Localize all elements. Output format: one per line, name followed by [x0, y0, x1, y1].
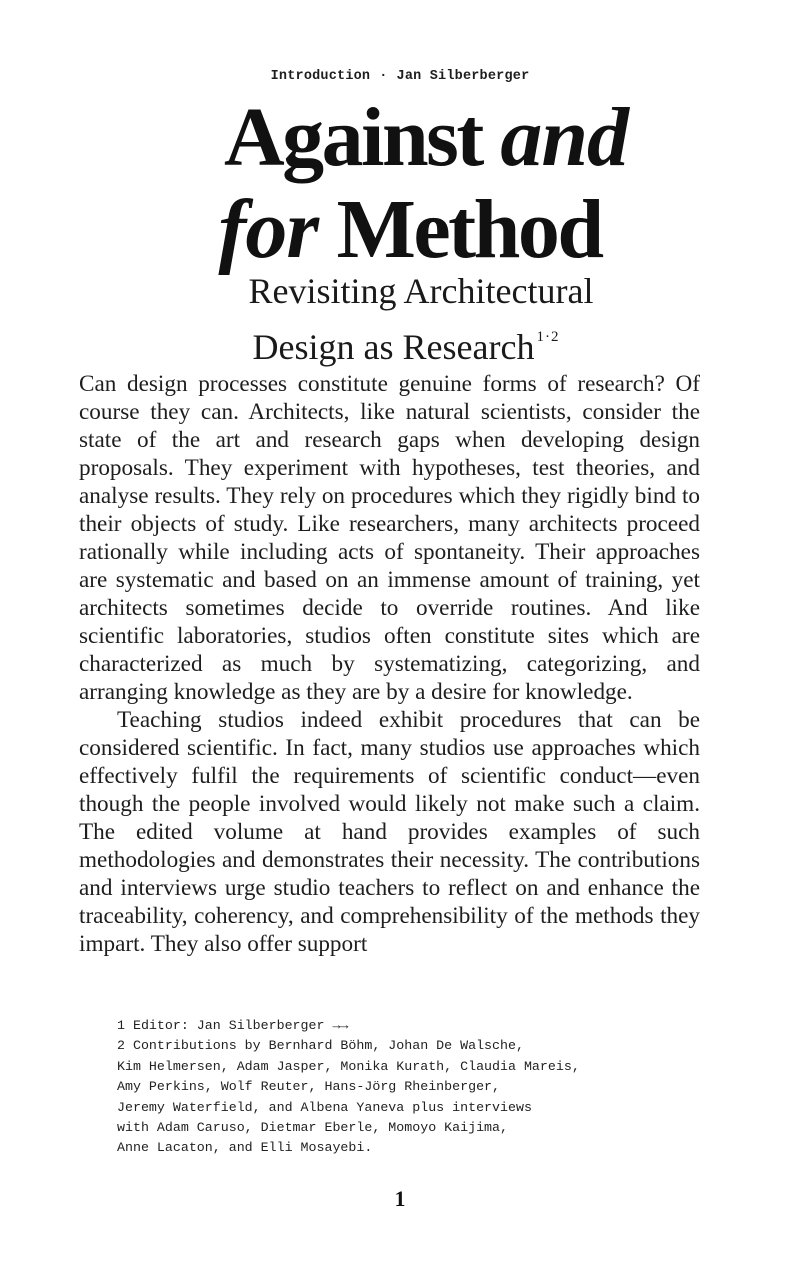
footnote-1: 1 Editor: Jan Silberberger →→	[117, 1018, 349, 1033]
subtitle-line-2-text: Design as Research	[252, 327, 535, 367]
subtitle	[0, 268, 800, 370]
author-name: Jan Silberberger	[396, 69, 530, 84]
title-line-2	[0, 184, 800, 276]
title-word-for: for	[218, 183, 319, 276]
page-number: 1	[394, 1186, 406, 1211]
body-text	[79, 370, 700, 958]
footnote-2-line-2: Kim Helmersen, Adam Jasper, Monika Kurath, Claudia Mareis,	[117, 1058, 580, 1074]
title-word-method: Method	[336, 183, 602, 276]
paragraph-2: Teaching studios indeed exhibit procedures that can be considered scientific. In fact, many studios use approaches which effectively fulfil the requirements of scientific conduct—even though the people involved would likely not make such a claim. The edited volume at hand provides examples of such methodologies and demonstrates their necessity. The contributions and interviews urge studio teachers to reflect on and enhance the traceability, coherency, and comprehensibility of the methods they impart. They also offer support	[79, 707, 700, 957]
footnote-reference: 1·2	[536, 329, 560, 345]
paragraph-1: Can design processes constitute genuine forms of research? Of course they can. Architects, like natural scientists, consider the state of the art and research gaps when developing design proposals. They experiment with hypotheses, test theories, and analyse results. They rely on procedures which they rigidly bind to their objects of study. Like researchers, many architects proceed rationally while including acts of spontaneity. Their approaches are systematic and based on an immense amount of training, yet architects sometimes decide to override routines. And like scientific laboratories, studios often constitute sites which are characterized as much by systematizing, categorizing, and arranging knowledge as they are by a desire for knowledge.	[79, 371, 700, 705]
footnote-2-line-1: 2 Contributions by Bernhard Böhm, Johan De Walsche,	[117, 1038, 524, 1054]
title-word-against: Against	[223, 91, 482, 184]
title-line-1	[0, 92, 800, 184]
page-title	[0, 92, 800, 276]
footnote-2-line-6: Anne Lacaton, and Elli Mosayebi.	[117, 1140, 373, 1156]
footnote-2-line-3: Amy Perkins, Wolf Reuter, Hans-Jörg Rheinberger,	[117, 1079, 501, 1095]
footnote-2-line-4: Jeremy Waterfield, and Albena Yaneva plus interviews	[117, 1099, 532, 1115]
header-separator: ·	[379, 69, 388, 84]
footnotes	[117, 1016, 717, 1159]
subtitle-line-2	[0, 314, 800, 370]
footnote-2-line-5: with Adam Caruso, Dietmar Eberle, Momoyo Kaijima,	[117, 1120, 508, 1136]
section-label: Introduction	[270, 69, 371, 84]
subtitle-line-1: Revisiting Architectural	[248, 271, 594, 311]
title-word-and: and	[500, 91, 629, 184]
running-head	[0, 69, 800, 84]
